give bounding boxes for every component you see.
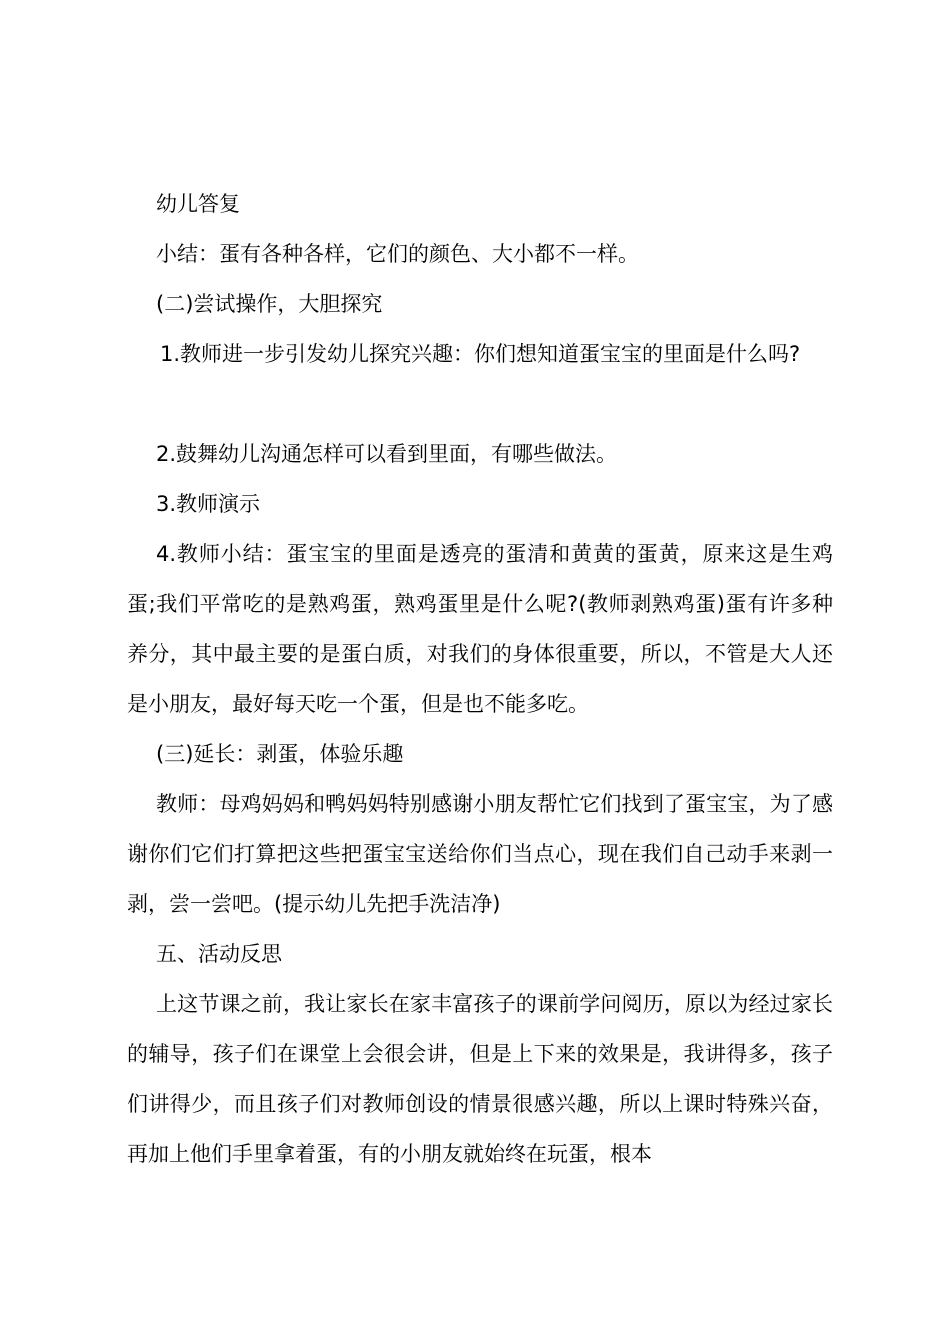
paragraph-step-4: 4.教师小结：蛋宝宝的里面是透亮的蛋清和黄黄的蛋黄，原来这是生鸡蛋;我们平常吃的是熟鸡蛋，熟鸡蛋里是什么呢?(教师剥熟鸡蛋)蛋有许多种养分，其中最主要的是蛋白质，对我们的身体很重要，所以，不管是大人还是小朋友，最好每天吃一个蛋，但是也不能多吃。 [127,542,833,716]
paragraph-summary: 小结：蛋有各种各样，它们的颜色、大小都不一样。 [156,242,639,266]
section-heading-extension: (三)延长：剥蛋，体验乐趣 [156,742,404,766]
paragraph-teacher-speech: 教师：母鸡妈妈和鸭妈妈特别感谢小朋友帮忙它们找到了蛋宝宝，为了感谢你们它们打算把这些把蛋宝宝送给你们当点心，现在我们自己动手来剥一剥，尝一尝吧。(提示幼儿先把手洗洁净) [127,792,833,916]
section-heading-reflection: 五、活动反思 [156,942,282,966]
paragraph-children-answer: 幼儿答复 [156,192,240,216]
paragraph-step-3: 3.教师演示 [156,492,261,516]
paragraph-step-2: 2.鼓舞幼儿沟通怎样可以看到里面，有哪些做法。 [156,442,618,466]
paragraph-reflection: 上这节课之前，我让家长在家丰富孩子的课前学问阅历，原以为经过家长的辅导，孩子们在课堂上会很会讲，但是上下来的效果是，我讲得多，孩子们讲得少，而且孩子们对教师创设的情景很感兴趣，所以上课时特殊兴奋，再加上他们手里拿着蛋，有的小朋友就始终在玩蛋，根本 [127,992,833,1166]
section-heading-try-operate: (二)尝试操作，大胆探究 [156,292,383,316]
paragraph-step-1: 1.教师进一步引发幼儿探究兴趣：你们想知道蛋宝宝的里面是什么吗? [160,342,801,366]
